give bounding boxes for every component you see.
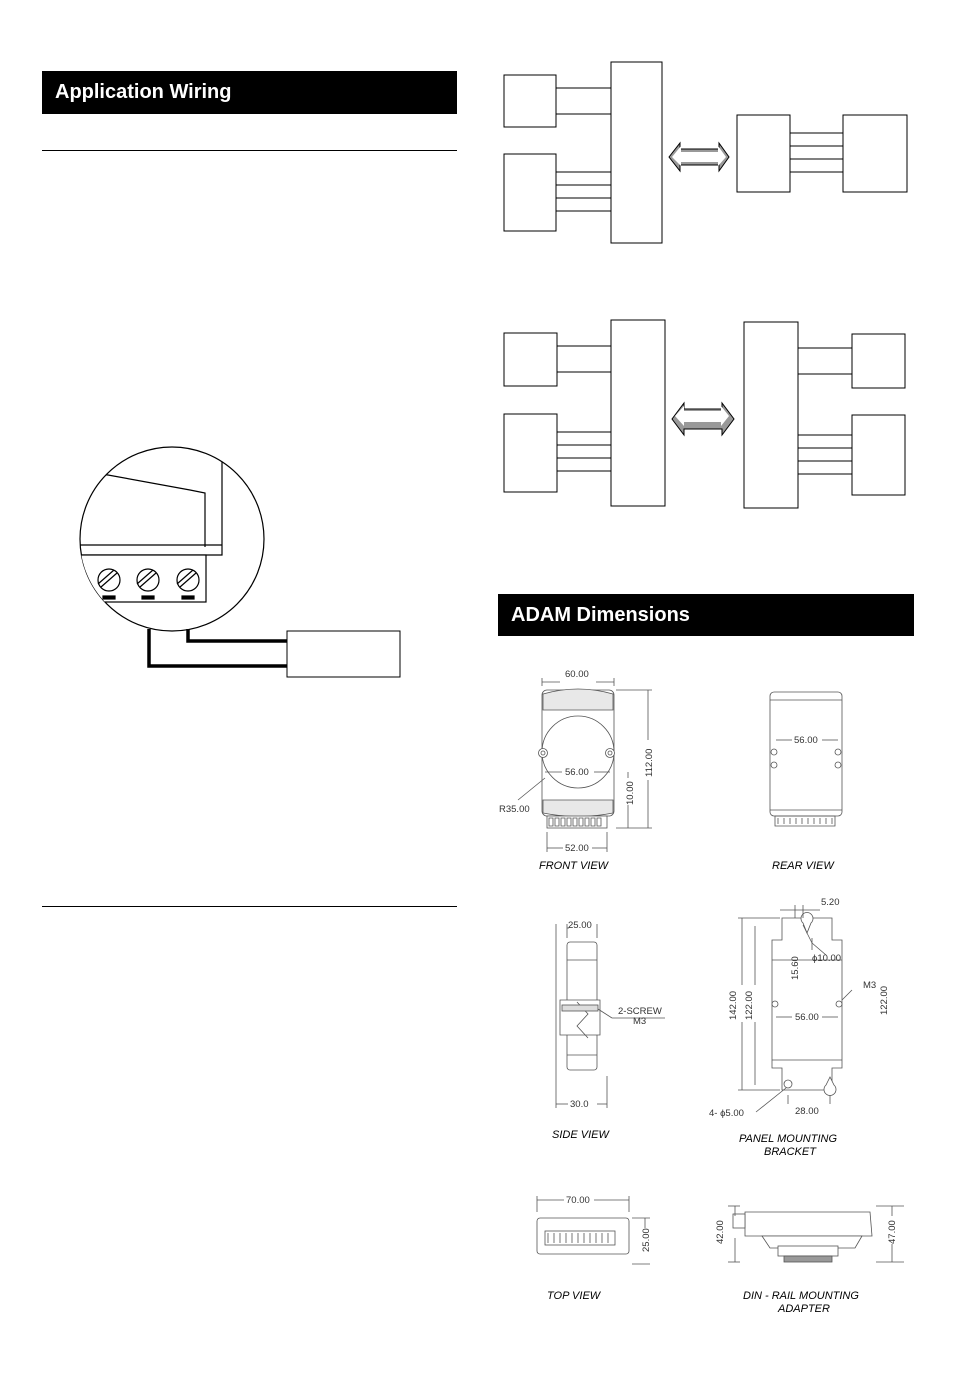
dim-panel-56: 56.00 <box>795 1012 819 1023</box>
din-rail-label-1: DIN - RAIL MOUNTING <box>743 1290 859 1302</box>
dim-front-hole: 56.00 <box>565 767 589 778</box>
dim-side-bottom: 30.0 <box>570 1099 589 1110</box>
panel-mounting-label-2: BRACKET <box>764 1146 816 1158</box>
top-view-label: TOP VIEW <box>547 1290 601 1302</box>
adam-dimensions-heading: ADAM Dimensions <box>498 594 914 636</box>
panel-mounting-drawing <box>738 905 852 1112</box>
front-view-label: FRONT VIEW <box>539 860 609 872</box>
dim-side-screw-2: M3 <box>633 1016 647 1027</box>
dim-side-width: 25.00 <box>568 920 592 931</box>
dim-front-radius: R35.00 <box>499 804 530 815</box>
din-rail-label-2: ADAPTER <box>778 1303 830 1315</box>
front-view-drawing <box>518 678 652 852</box>
dim-panel-28: 28.00 <box>795 1106 819 1117</box>
dim-panel-1560: 15.60 <box>790 956 801 980</box>
dim-rear-hole: 56.00 <box>794 735 818 746</box>
dim-front-width: 60.00 <box>565 669 589 680</box>
dim-panel-122-left: 122.00 <box>744 990 755 1020</box>
application-wiring-heading: Application Wiring <box>42 71 457 114</box>
dim-panel-142: 142.00 <box>728 990 739 1020</box>
panel-mounting-label-1: PANEL MOUNTING <box>739 1133 837 1145</box>
rear-view-label: REAR VIEW <box>772 860 834 872</box>
dim-front-height: 112.00 <box>644 748 655 777</box>
din-rail-drawing <box>728 1206 904 1262</box>
dim-panel-122-right: 122.00 <box>879 985 890 1015</box>
dim-top-width: 70.00 <box>566 1195 590 1206</box>
dim-front-bottom: 52.00 <box>565 843 589 854</box>
dim-side-screw-1: 2-SCREW <box>618 1006 662 1017</box>
rear-view-drawing <box>770 692 842 826</box>
dim-din-47: 47.00 <box>887 1220 898 1244</box>
dim-panel-phi5: 4- ϕ5.00 <box>709 1108 744 1119</box>
dim-panel-phi10: ϕ10.00 <box>812 953 842 964</box>
dim-front-10: 10.00 <box>625 781 636 805</box>
top-view-drawing <box>537 1196 650 1264</box>
dim-din-42: 42.00 <box>715 1220 726 1244</box>
dim-panel-520: 5.20 <box>821 897 840 908</box>
dim-panel-m3: M3 <box>863 980 877 991</box>
side-view-label: SIDE VIEW <box>552 1129 609 1141</box>
dim-top-height: 25.00 <box>641 1228 652 1252</box>
